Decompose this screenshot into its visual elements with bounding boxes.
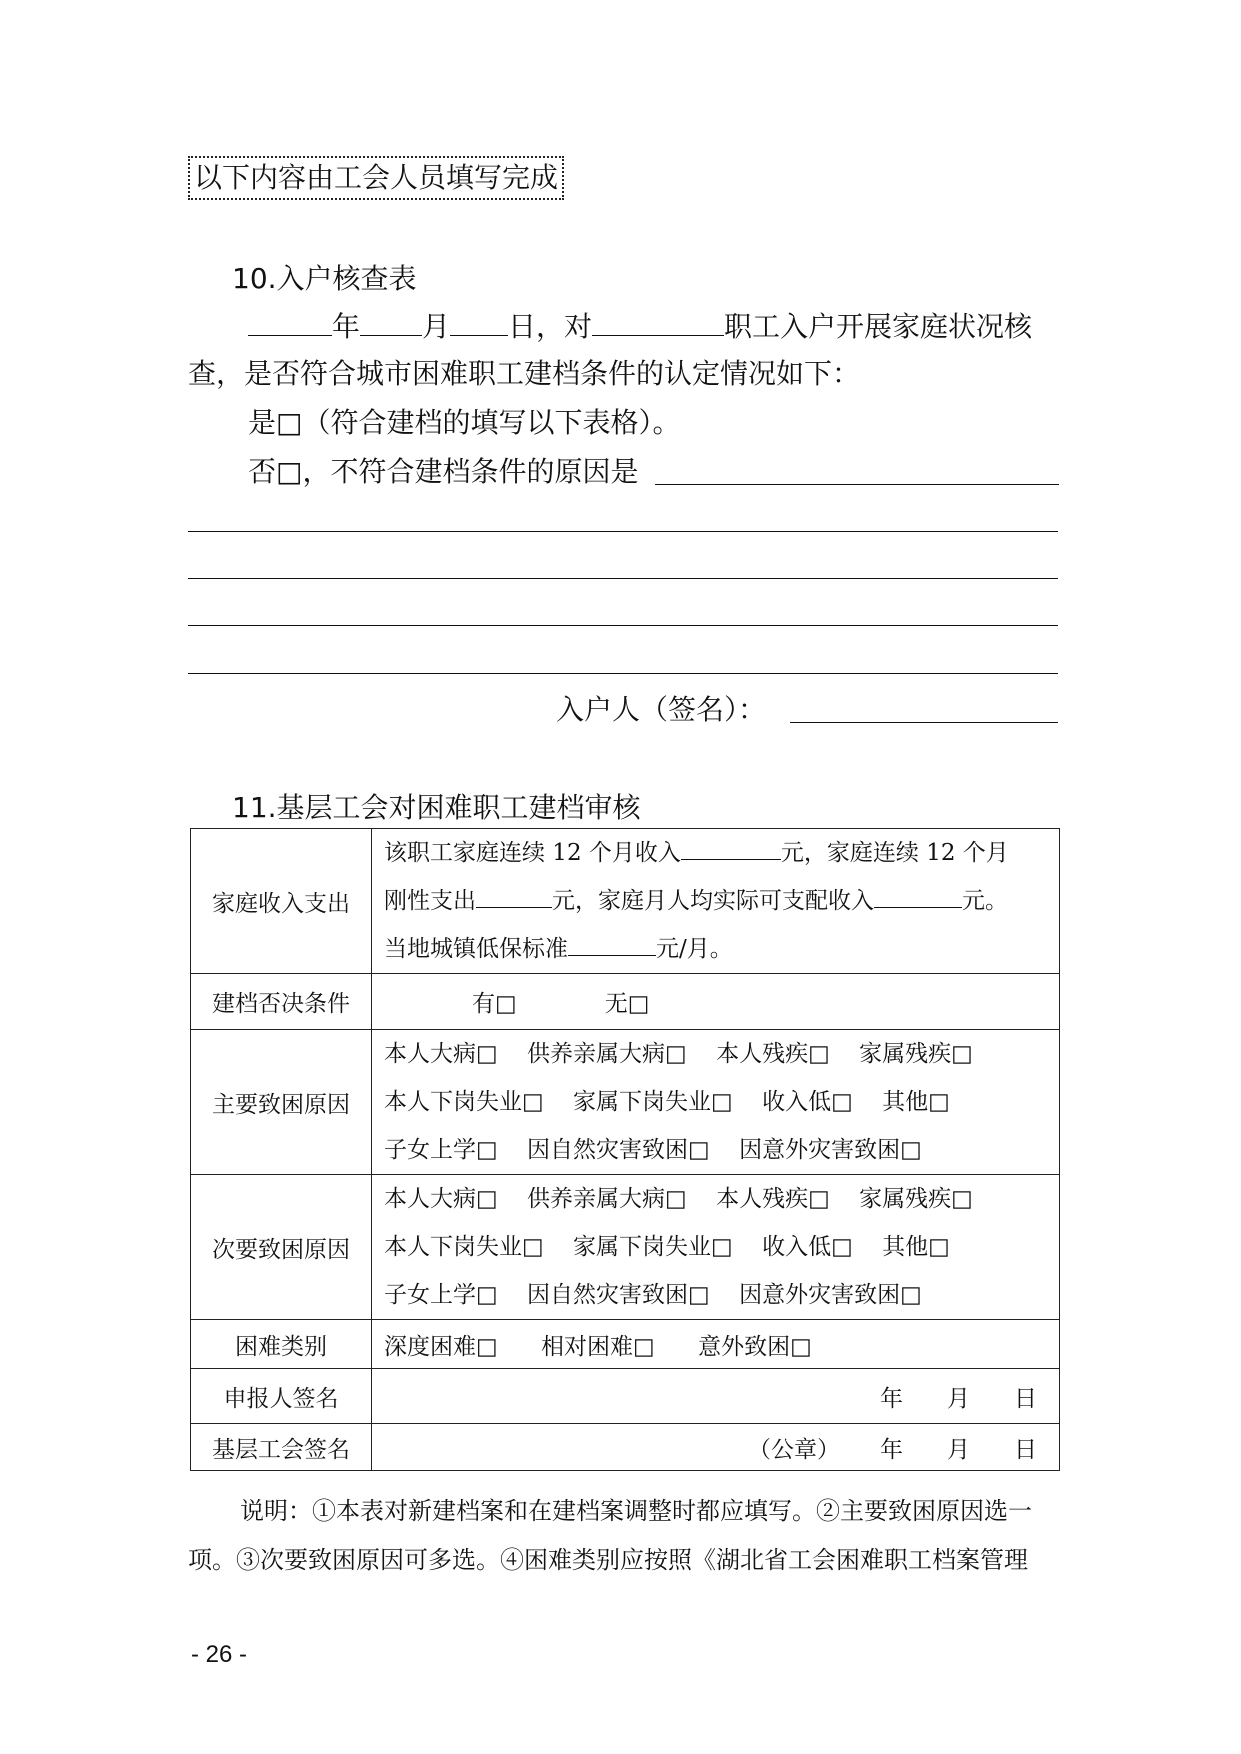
- secondary-cause-label: 次要致困原因: [191, 1175, 372, 1320]
- income-text-4: 元，家庭月人均实际可支配收入: [552, 888, 874, 914]
- visit-line-2: 查，是否符合城市困难职工建档条件的认定情况如下：: [188, 357, 861, 390]
- secondary-cause-cell: [372, 1175, 1060, 1320]
- date-day: 日: [1014, 1436, 1037, 1463]
- day-blank[interactable]: [450, 305, 508, 336]
- income-text-3: 刚性支出: [384, 888, 476, 914]
- income-label: 家庭收入支出: [191, 829, 372, 974]
- secondary-cause-option[interactable]: 本人残疾□: [716, 1186, 830, 1212]
- table-row: [191, 1424, 1060, 1471]
- page-number: - 26 -: [191, 1641, 248, 1668]
- veto-cell: [372, 974, 1060, 1030]
- secondary-cause-option[interactable]: 子女上学□: [384, 1282, 498, 1308]
- category-label: 困难类别: [191, 1320, 372, 1369]
- primary-cause-option[interactable]: 收入低□: [762, 1089, 853, 1115]
- applicant-signature-cell[interactable]: [372, 1369, 1060, 1424]
- primary-cause-option[interactable]: 因自然灾害致困□: [527, 1137, 710, 1163]
- section10-title: 10.入户核查表: [232, 262, 417, 295]
- union-signature-cell[interactable]: [372, 1424, 1060, 1471]
- reason-line-2[interactable]: [188, 578, 1058, 579]
- primary-cause-option[interactable]: 家属下岗失业□: [573, 1089, 733, 1115]
- visit-date-line: [248, 305, 1032, 347]
- secondary-cause-option[interactable]: 因意外灾害致困□: [739, 1282, 922, 1308]
- reason-line-1[interactable]: [188, 531, 1058, 532]
- date-month: 月: [947, 1436, 970, 1463]
- secondary-cause-option[interactable]: 本人大病□: [384, 1186, 498, 1212]
- table-row: [191, 829, 1060, 974]
- annual-income-blank[interactable]: [681, 835, 781, 860]
- applicant-signature-label: 申报人签名: [191, 1369, 372, 1424]
- no-option-line: [248, 452, 638, 492]
- union-signature-label: 基层工会签名: [191, 1424, 372, 1471]
- reason-blank[interactable]: [655, 484, 1059, 485]
- year-blank[interactable]: [248, 305, 332, 336]
- secondary-cause-option[interactable]: 本人下岗失业□: [384, 1234, 544, 1260]
- secondary-cause-option[interactable]: 供养亲属大病□: [527, 1186, 687, 1212]
- note-line-2: 项。③次要致困原因可多选。④困难类别应按照《湖北省工会困难职工档案管理: [188, 1546, 1028, 1574]
- visit-line-rest: 职工入户开展家庭状况核: [724, 310, 1033, 343]
- date-year: 年: [880, 1385, 903, 1412]
- table-row: [191, 1320, 1060, 1369]
- income-text-6: 当地城镇低保标准: [384, 936, 568, 962]
- year-label: 年: [332, 310, 361, 343]
- signer-blank[interactable]: [790, 722, 1058, 723]
- section-header-box: 以下内容由工会人员填写完成: [188, 156, 564, 200]
- review-table: [190, 828, 1060, 1471]
- primary-cause-option[interactable]: 家属残疾□: [859, 1041, 973, 1067]
- veto-label: 建档否决条件: [191, 974, 372, 1030]
- reason-line-3[interactable]: [188, 625, 1058, 626]
- no-option[interactable]: 否□，不符合建档条件的原因是: [248, 455, 639, 488]
- secondary-cause-option[interactable]: 家属下岗失业□: [573, 1234, 733, 1260]
- income-text-7: 元/月。: [656, 936, 733, 962]
- primary-cause-option[interactable]: 本人大病□: [384, 1041, 498, 1067]
- note-line-1: 说明：①本表对新建档案和在建档案调整时都应填写。②主要致困原因选一: [240, 1497, 1032, 1525]
- month-blank[interactable]: [360, 305, 422, 336]
- primary-cause-cell: [372, 1030, 1060, 1175]
- income-text-1: 该职工家庭连续 12 个月收入: [384, 840, 681, 866]
- section11-title: 11.基层工会对困难职工建档审核: [232, 791, 641, 824]
- income-cell: [372, 829, 1060, 974]
- income-text-5: 元。: [962, 888, 1008, 914]
- table-row: [191, 1175, 1060, 1320]
- table-row: [191, 1369, 1060, 1424]
- day-label: 日，对: [508, 310, 593, 343]
- primary-cause-option[interactable]: 其他□: [882, 1089, 950, 1115]
- secondary-cause-option[interactable]: 因自然灾害致困□: [527, 1282, 710, 1308]
- date-day: 日: [1014, 1385, 1037, 1412]
- primary-cause-option[interactable]: 供养亲属大病□: [527, 1041, 687, 1067]
- table-row: [191, 974, 1060, 1030]
- official-seal-label: （公章）: [748, 1436, 840, 1463]
- veto-none-checkbox[interactable]: 无□: [604, 991, 650, 1017]
- primary-cause-option[interactable]: 本人残疾□: [716, 1041, 830, 1067]
- worker-name-blank[interactable]: [592, 305, 724, 336]
- date-year: 年: [880, 1436, 903, 1463]
- veto-has-checkbox[interactable]: 有□: [472, 991, 517, 1017]
- date-month: 月: [947, 1385, 970, 1412]
- income-text-2: 元，家庭连续 12 个月: [780, 840, 1009, 866]
- month-label: 月: [422, 310, 451, 343]
- reason-line-4[interactable]: [188, 673, 1058, 674]
- primary-cause-label: 主要致困原因: [191, 1030, 372, 1175]
- table-row: [191, 1030, 1060, 1175]
- category-option[interactable]: 相对困难□: [541, 1333, 655, 1360]
- primary-cause-option[interactable]: 本人下岗失业□: [384, 1089, 544, 1115]
- per-capita-income-blank[interactable]: [874, 883, 962, 908]
- signer-label: 入户人（签名）：: [556, 693, 767, 726]
- secondary-cause-option[interactable]: 收入低□: [762, 1234, 853, 1260]
- secondary-cause-option[interactable]: 其他□: [882, 1234, 950, 1260]
- yes-option[interactable]: 是□（符合建档的填写以下表格）。: [248, 406, 681, 439]
- category-option[interactable]: 意外致困□: [698, 1333, 812, 1360]
- primary-cause-option[interactable]: 因意外灾害致困□: [739, 1137, 922, 1163]
- secondary-cause-option[interactable]: 家属残疾□: [859, 1186, 973, 1212]
- primary-cause-option[interactable]: 子女上学□: [384, 1137, 498, 1163]
- category-option[interactable]: 深度困难□: [384, 1333, 498, 1360]
- rigid-expense-blank[interactable]: [476, 883, 552, 908]
- category-cell: [372, 1320, 1060, 1369]
- min-living-standard-blank[interactable]: [568, 931, 656, 956]
